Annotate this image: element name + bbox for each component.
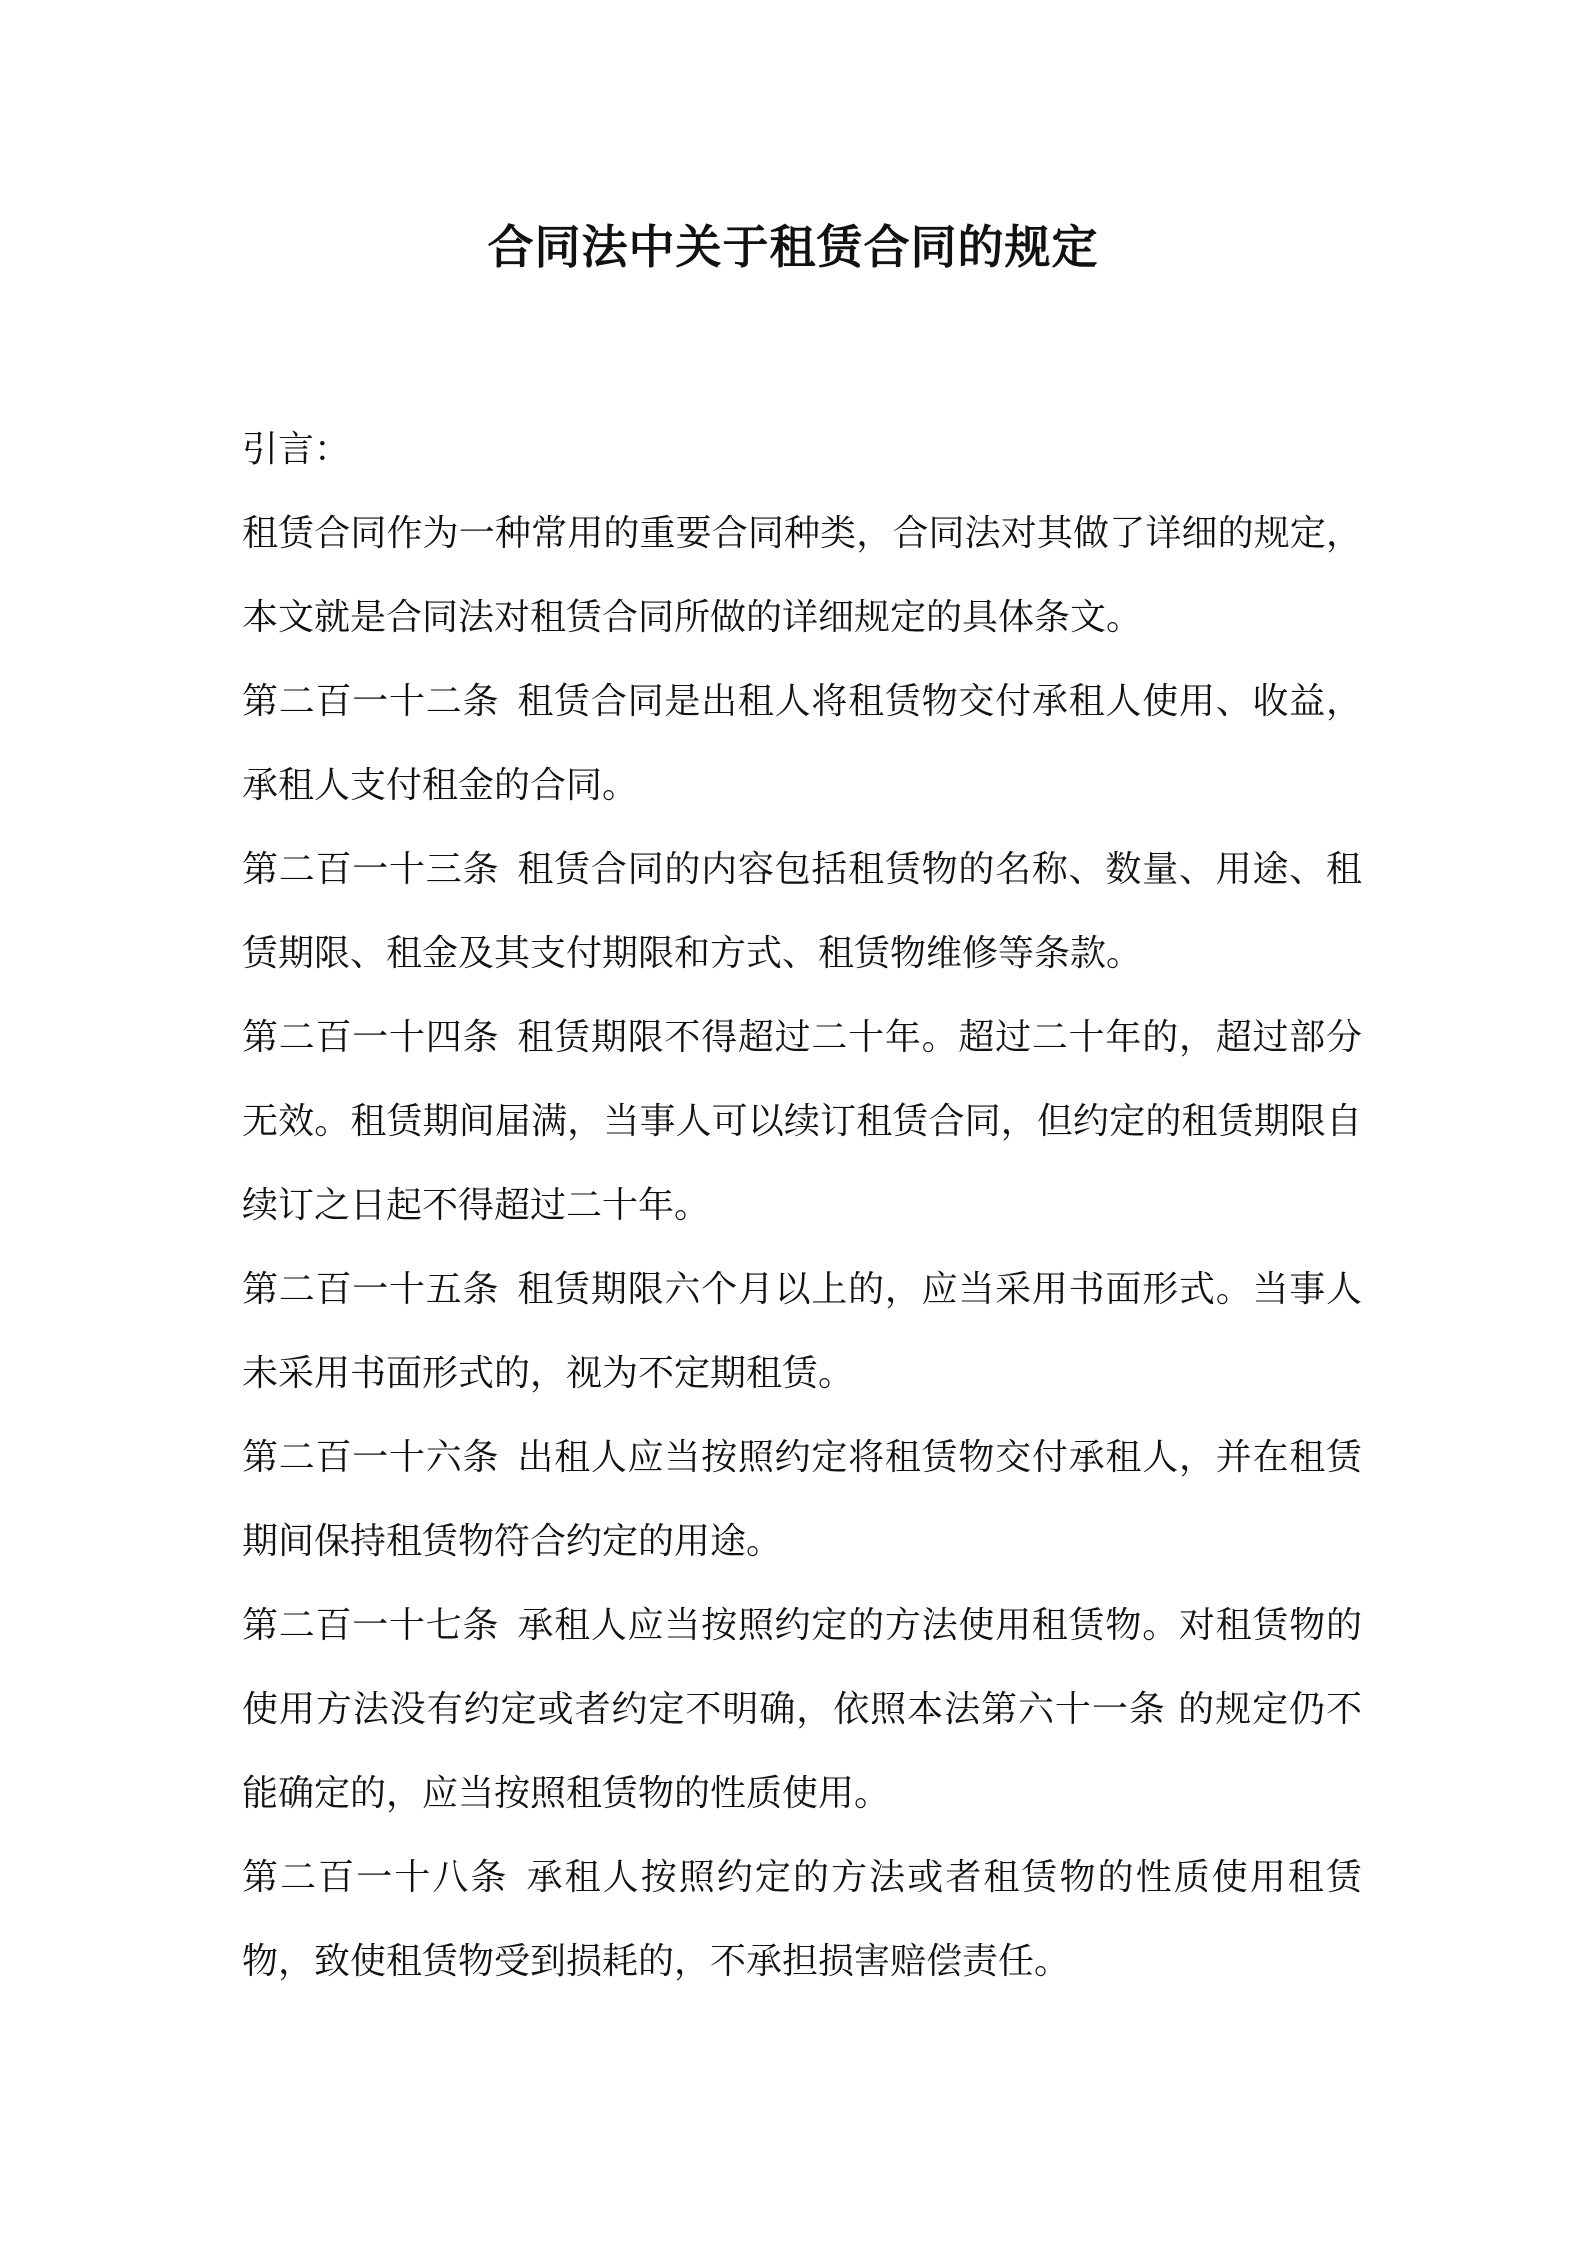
article-text: 租赁合同是出租人将租赁物交付承租人使用、收益，承租人支付租金的合同。 <box>242 681 1362 806</box>
document-title: 合同法中关于租赁合同的规定 <box>487 220 1099 274</box>
article-text: 租赁合同的内容包括租赁物的名称、数量、用途、租赁期限、租金及其支付期限和方式、租赁物维修等条款。 <box>242 849 1362 974</box>
article-number: 第二百一十三条 <box>242 849 500 890</box>
article-paragraph <box>242 1416 1362 1584</box>
article-number: 第二百一十五条 <box>242 1269 500 1310</box>
article-paragraph <box>242 1584 1362 1836</box>
document-body <box>242 408 1362 2004</box>
article-paragraph <box>242 828 1362 996</box>
article-number: 第二百一十八条 <box>242 1857 509 1898</box>
article-text: 承租人应当按照约定的方法使用租赁物。对租赁物的使用方法没有约定或者约定不明确，依照本法第六十一条 的规定仍不能确定的，应当按照租赁物的性质使用。 <box>242 1605 1362 1814</box>
article-paragraph <box>242 996 1362 1248</box>
article-number: 第二百一十四条 <box>242 1017 500 1058</box>
article-paragraph <box>242 660 1362 828</box>
intro-label: 引言： <box>242 429 351 470</box>
article-number: 第二百一十六条 <box>242 1437 500 1478</box>
article-number: 第二百一十七条 <box>242 1605 500 1646</box>
intro-paragraph: 租赁合同作为一种常用的重要合同种类，合同法对其做了详细的规定，本文就是合同法对租赁合同所做的详细规定的具体条文。 <box>242 513 1362 638</box>
article-paragraph <box>242 1248 1362 1416</box>
article-text: 租赁期限不得超过二十年。超过二十年的，超过部分无效。租赁期间届满，当事人可以续订租赁合同，但约定的租赁期限自续订之日起不得超过二十年。 <box>242 1017 1362 1226</box>
article-text: 承租人按照约定的方法或者租赁物的性质使用租赁物，致使租赁物受到损耗的，不承担损害赔偿责任。 <box>242 1857 1362 1982</box>
article-text: 租赁期限六个月以上的，应当采用书面形式。当事人未采用书面形式的，视为不定期租赁。 <box>242 1269 1362 1394</box>
article-paragraph <box>242 1836 1362 2004</box>
article-text: 出租人应当按照约定将租赁物交付承租人，并在租赁期间保持租赁物符合约定的用途。 <box>242 1437 1362 1562</box>
article-number: 第二百一十二条 <box>242 681 500 722</box>
